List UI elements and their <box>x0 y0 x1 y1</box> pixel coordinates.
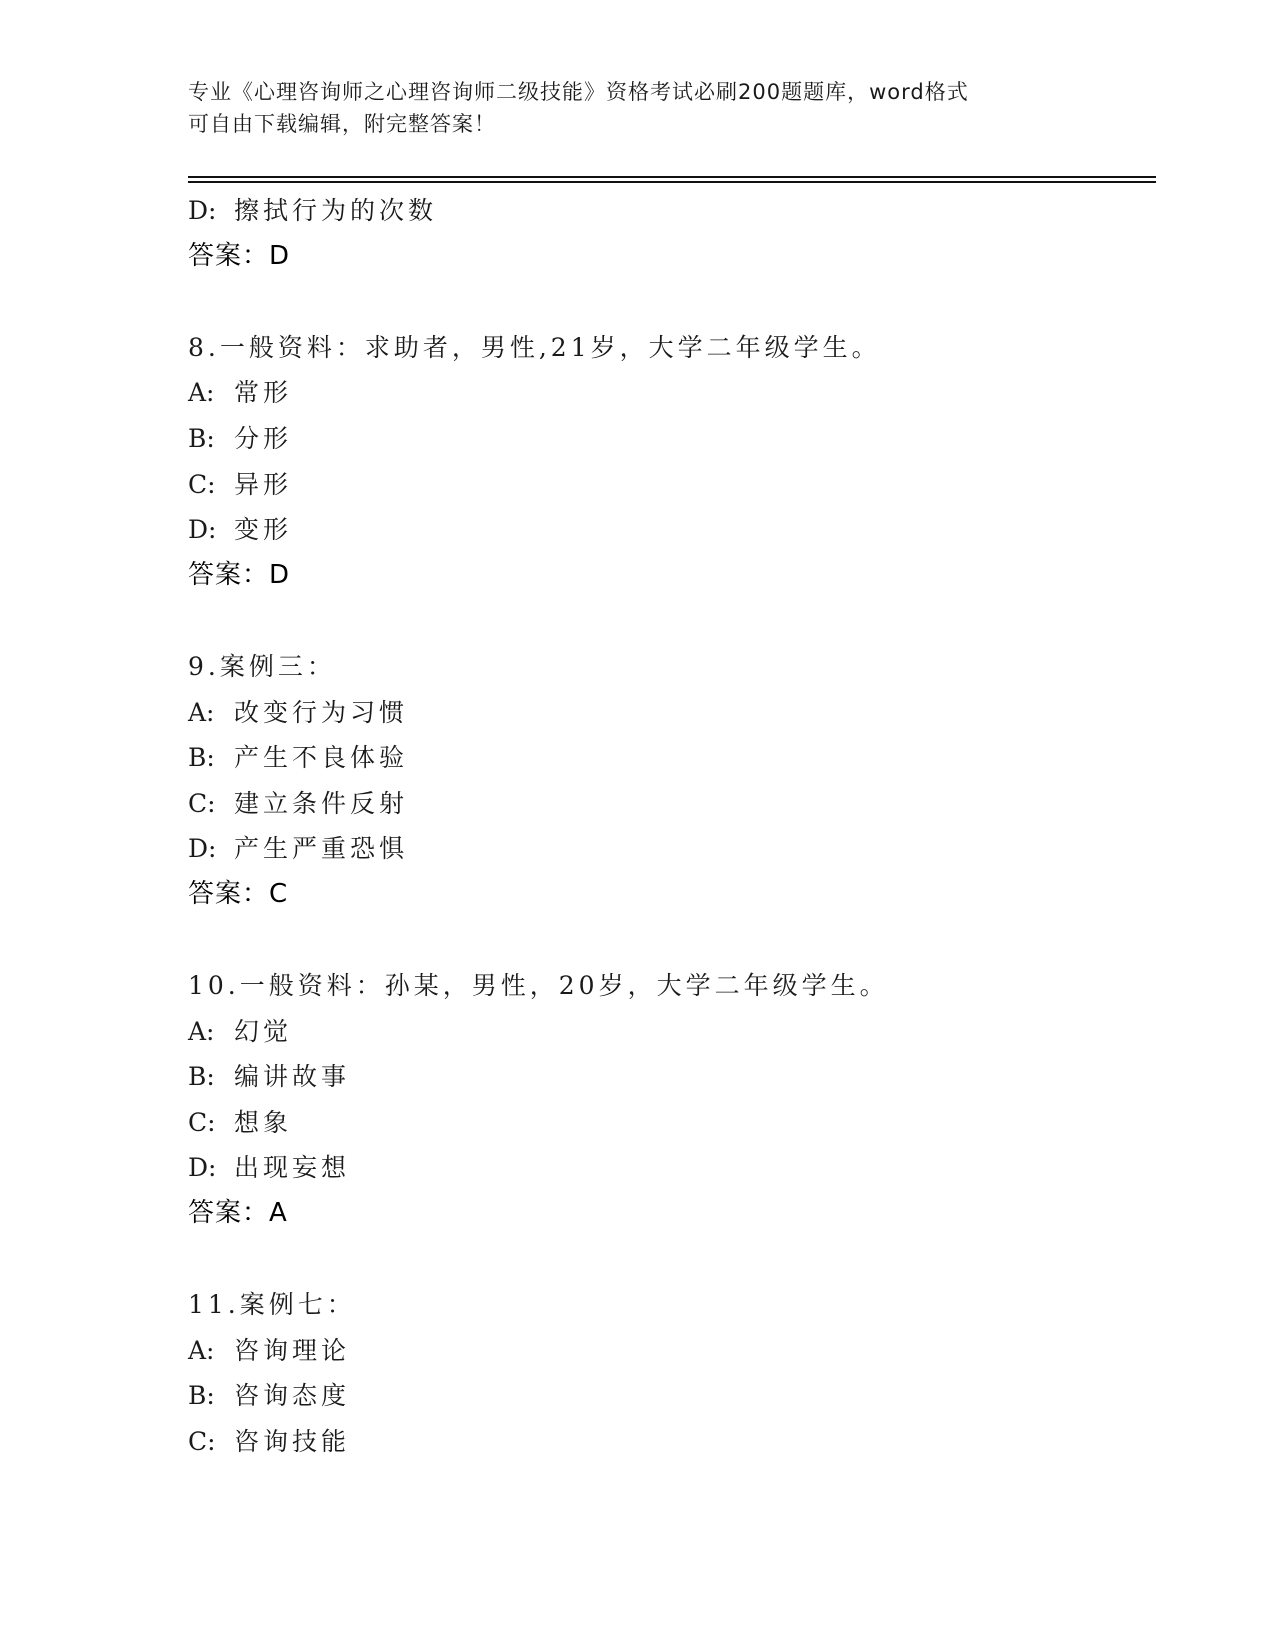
header-title-line-2: 可自由下载编辑，附完整答案！ <box>188 112 496 136</box>
option-text: 编讲故事 <box>234 1062 351 1092</box>
option-b <box>188 735 1156 781</box>
option-text: 咨询态度 <box>234 1381 351 1411</box>
option-d <box>188 826 1156 872</box>
option-c <box>188 1100 1156 1146</box>
option-text: 咨询理论 <box>234 1335 351 1365</box>
option-text: 幻觉 <box>234 1016 293 1046</box>
option-c <box>188 1419 1156 1465</box>
option-letter: A: <box>188 378 215 408</box>
option-text: 分形 <box>234 423 293 453</box>
question-stem: 8.一般资料：求助者，男性,21岁，大学二年级学生。 <box>188 332 881 362</box>
option-letter: B: <box>188 1381 215 1411</box>
option-letter: D: <box>188 1153 217 1183</box>
option-b <box>188 1373 1156 1419</box>
option-letter: C: <box>188 788 216 818</box>
option-text: 建立条件反射 <box>234 788 409 818</box>
option-text: 产生不良体验 <box>234 743 409 773</box>
question-list <box>188 188 1156 1465</box>
option-c <box>188 462 1156 508</box>
question-stem: 9.案例三： <box>188 651 336 681</box>
option-a <box>188 1009 1156 1055</box>
question-stem: 11.案例七： <box>188 1290 356 1320</box>
option-letter: C: <box>188 469 216 499</box>
option-text: 想象 <box>234 1107 293 1137</box>
option-b <box>188 1054 1156 1100</box>
option-text: 常形 <box>234 378 293 408</box>
option-text: 出现妄想 <box>234 1153 351 1183</box>
option-text: 改变行为习惯 <box>234 697 409 727</box>
header-divider-top <box>188 176 1156 178</box>
answer-line: 答案：D <box>188 240 291 271</box>
option-text: 异形 <box>234 469 293 499</box>
option-d <box>188 507 1156 553</box>
spacer <box>188 1237 1156 1283</box>
option-letter: A: <box>188 1016 215 1046</box>
answer-line: 答案：C <box>188 878 289 909</box>
header-title-line-1: 专业《心理咨询师之心理咨询师二级技能》资格考试必刷200题题库，word格式 <box>188 80 969 104</box>
option-b <box>188 416 1156 462</box>
question-stem: 10.一般资料：孙某，男性，20岁，大学二年级学生。 <box>188 971 889 1001</box>
option-c <box>188 781 1156 827</box>
option-letter: D: <box>188 196 217 225</box>
option-letter: A: <box>188 1335 215 1365</box>
option-letter: A: <box>188 697 215 727</box>
spacer <box>188 279 1156 325</box>
header-divider-bottom <box>188 181 1156 183</box>
option-a <box>188 690 1156 736</box>
spacer <box>188 598 1156 644</box>
option-d <box>188 1145 1156 1191</box>
page-header <box>188 76 1088 140</box>
answer-line: 答案：D <box>188 559 291 590</box>
option-letter: C: <box>188 1427 216 1457</box>
option-a <box>188 370 1156 416</box>
option-d <box>188 188 1156 234</box>
option-a <box>188 1328 1156 1374</box>
spacer <box>188 918 1156 964</box>
option-text: 变形 <box>234 515 293 545</box>
option-letter: B: <box>188 1062 215 1092</box>
option-text: 擦拭行为的次数 <box>234 196 438 225</box>
option-letter: B: <box>188 423 215 453</box>
option-text: 产生严重恐惧 <box>234 834 409 864</box>
option-letter: D: <box>188 515 217 545</box>
answer-line: 答案：A <box>188 1198 288 1229</box>
option-letter: D: <box>188 834 217 864</box>
option-letter: C: <box>188 1107 216 1137</box>
option-text: 咨询技能 <box>234 1427 351 1457</box>
option-letter: B: <box>188 743 215 773</box>
